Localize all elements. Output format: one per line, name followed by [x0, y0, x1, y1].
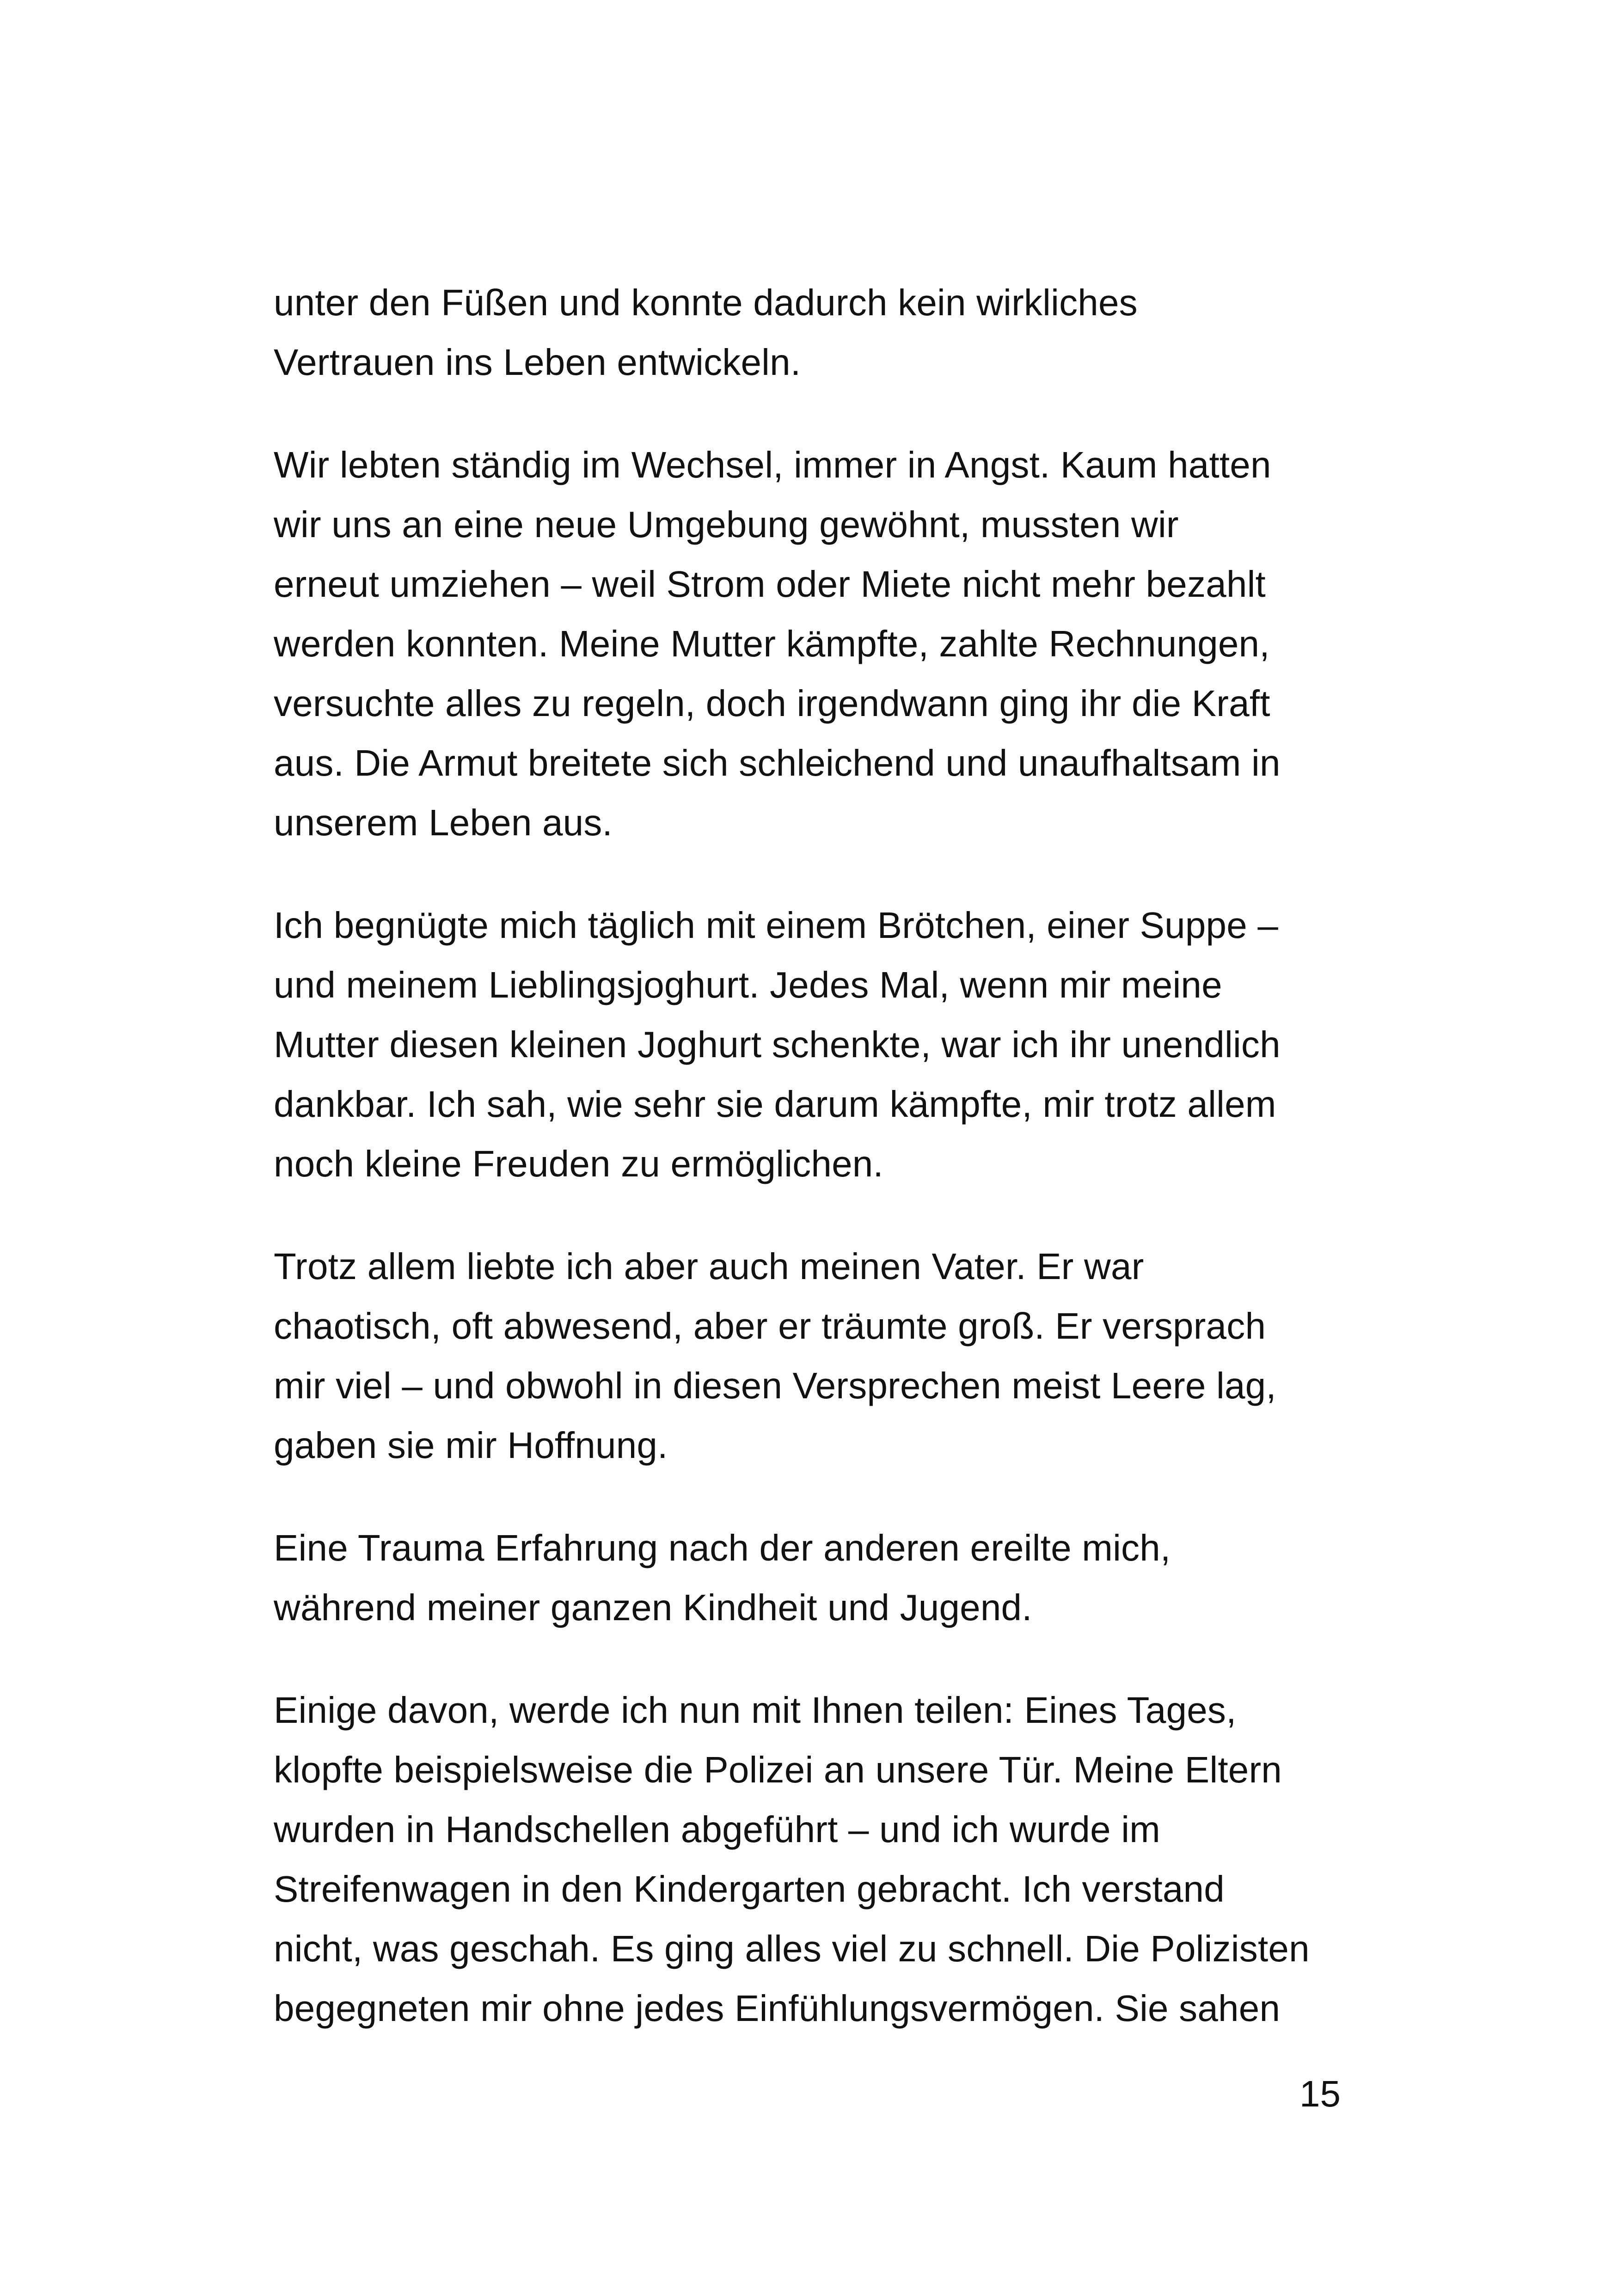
paragraph-1	[274, 273, 1365, 392]
text-line: wir uns an eine neue Umgebung gewöhnt, mussten wir	[274, 504, 1179, 545]
text-line: gaben sie mir Hoffnung.	[274, 1425, 668, 1466]
paragraph-6	[274, 1680, 1365, 2038]
text-line: Trotz allem liebte ich aber auch meinen Vater. Er war	[274, 1246, 1144, 1287]
text-line: erneut umziehen – weil Strom oder Miete nicht mehr bezahlt	[274, 563, 1266, 605]
text-line: Einige davon, werde ich nun mit Ihnen teilen: Eines Tages,	[274, 1690, 1237, 1731]
text-line: chaotisch, oft abwesend, aber er träumte groß. Er versprach	[274, 1305, 1266, 1347]
text-line: wurden in Handschellen abgeführt – und ich wurde im	[274, 1809, 1161, 1850]
text-line: Streifenwagen in den Kindergarten gebracht. Ich verstand	[274, 1868, 1225, 1910]
paragraph-4	[274, 1237, 1365, 1475]
text-line: aus. Die Armut breitete sich schleichend und unaufhaltsam in	[274, 742, 1281, 784]
text-line: versuchte alles zu regeln, doch irgendwann ging ihr die Kraft	[274, 683, 1270, 724]
text-line: Wir lebten ständig im Wechsel, immer in Angst. Kaum hatten	[274, 444, 1271, 485]
text-line: Vertrauen ins Leben entwickeln.	[274, 342, 801, 383]
text-line: dankbar. Ich sah, wie sehr sie darum kämpfte, mir trotz allem	[274, 1084, 1276, 1125]
text-line: begegneten mir ohne jedes Einfühlungsvermögen. Sie sahen	[274, 1988, 1281, 2029]
page-number: 15	[1299, 2073, 1341, 2114]
body-text	[274, 273, 1365, 2081]
text-line: während meiner ganzen Kindheit und Jugend.	[274, 1587, 1032, 1628]
paragraph-3	[274, 895, 1365, 1194]
text-line: und meinem Lieblingsjoghurt. Jedes Mal, wenn mir meine	[274, 964, 1222, 1005]
text-line: Ich begnügte mich täglich mit einem Brötchen, einer Suppe –	[274, 905, 1279, 946]
text-line: Eine Trauma Erfahrung nach der anderen ereilte mich,	[274, 1527, 1171, 1568]
text-line: unserem Leben aus.	[274, 802, 613, 843]
text-line: unter den Füßen und konnte dadurch kein wirkliches	[274, 282, 1138, 323]
text-line: klopfte beispielsweise die Polizei an unsere Tür. Meine Eltern	[274, 1749, 1282, 1790]
text-line: nicht, was geschah. Es ging alles viel zu schnell. Die Polizisten	[274, 1928, 1310, 1969]
text-line: Mutter diesen kleinen Joghurt schenkte, war ich ihr unendlich	[274, 1024, 1281, 1065]
paragraph-2	[274, 435, 1365, 852]
paragraph-5	[274, 1518, 1365, 1637]
text-line: mir viel – und obwohl in diesen Versprechen meist Leere lag,	[274, 1365, 1276, 1406]
text-line: werden konnten. Meine Mutter kämpfte, zahlte Rechnungen,	[274, 623, 1270, 664]
text-line: noch kleine Freuden zu ermöglichen.	[274, 1143, 883, 1184]
